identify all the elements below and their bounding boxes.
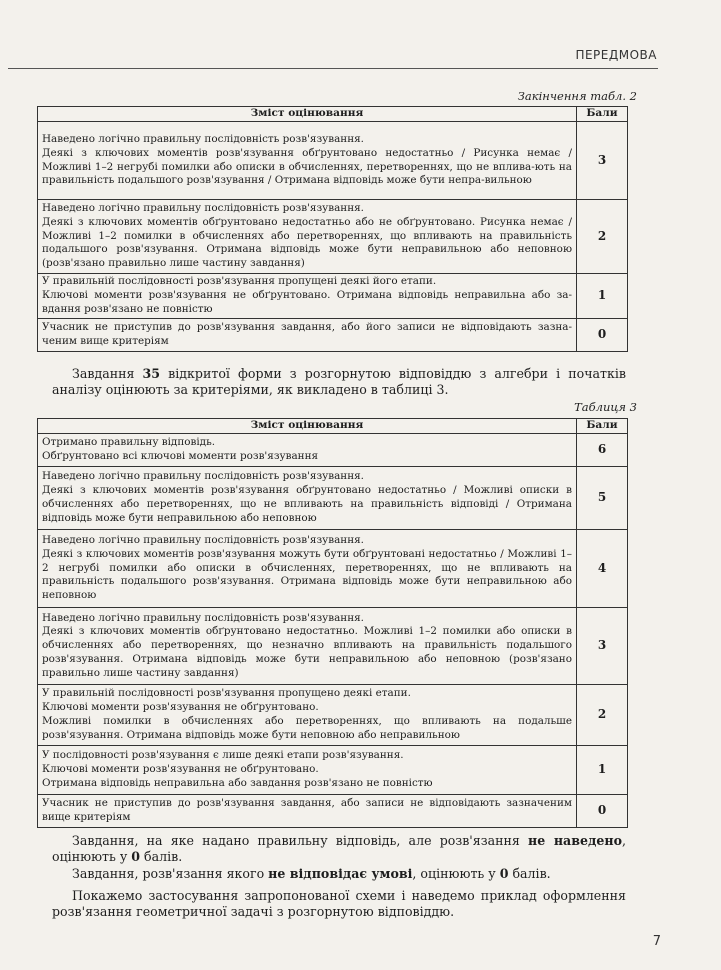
note1-text-a: Завдання, на яке надано правильну відповідь, але розв'язання — [72, 833, 529, 848]
note1-emphasis: не наведено — [528, 833, 622, 848]
criterion-text: Учасник не приступив до розв'язування завдання, або його записи не відповідають зазна-ченим вище критеріям — [38, 319, 577, 352]
criterion-text: У правильній послідовності розв'язування пропущені деякі його етапи. Ключові моменти розв'язування не обґрунтовано. Отримана відповідь неправильна або за-вдання розв'язано не повністю — [38, 274, 577, 319]
note2-emphasis: не відповідає умові — [268, 866, 413, 881]
table-row — [38, 795, 628, 828]
table-row — [38, 746, 628, 795]
criterion-text: У правильній послідовності розв'язування пропущено деякі етапи. Ключові моменти розв'язування не обґрунтовано. Можливі помилки в обчисленнях або перетвореннях, що впливають на подальше розв'язування. Отримана відповідь може бути неповною або неправильною — [38, 685, 577, 746]
criterion-text: Наведено логічно правильну послідовність розв'язування. Деякі з ключових моментів розв'язування обґрунтовано недостатньо / Рисунка немає / Можливі 1–2 негрубі помилки або описки в обчисленнях, перетвореннях, що не вплива-ють на правильність подальшого розв'язування / Отримана відповідь може бути непра-вильною — [38, 122, 577, 200]
criterion-text: Учасник не приступив до розв'язування завдання, або записи не відповідають зазначеним вище критеріям — [38, 795, 577, 828]
note-paragraph-3: Покажемо застосування запропонованої схеми і наведемо приклад оформлення розв'язання геометричної задачі з розгорнутою відповіддю. — [52, 888, 626, 919]
criterion-score: 2 — [577, 685, 628, 746]
note1-zero: 0 — [131, 849, 141, 864]
table-row — [38, 608, 628, 685]
criterion-text: Отримано правильну відповідь. Обґрунтовано всі ключові моменти розв'язування — [38, 434, 577, 467]
criterion-text: Наведено логічно правильну послідовність розв'язування. Деякі з ключових моментів обґрунтовано недостатньо або не обґрунтовано. Рисунка немає / Можливі 1–2 помилки в обчисленнях або перетвореннях, що впливають на правильність подальшого розв'язування. Отримана відповідь може бути неправильною або неповною (розв'язано правильно лише частину завдання) — [38, 200, 577, 274]
note2-text-c: , оцінюють у — [412, 866, 500, 881]
table-row — [38, 122, 628, 200]
intro-paragraph — [52, 366, 626, 398]
table-row — [38, 530, 628, 608]
table-row — [38, 200, 628, 274]
table3 — [37, 418, 628, 828]
table2-header-content: Зміст оцінювання — [38, 107, 577, 122]
page-number: 7 — [652, 934, 661, 949]
criterion-score: 5 — [577, 467, 628, 530]
table2-caption: Закінчення табл. 2 — [517, 89, 637, 103]
running-header: ПЕРЕДМОВА — [575, 48, 657, 62]
intro-text-rest: відкритої форми з розгорнутою відповіддю з алгебри і початків аналізу оцінюють за критеріями, як викладено в таблиці 3. — [52, 366, 626, 397]
note-paragraph-2 — [52, 866, 626, 882]
criterion-score: 0 — [577, 319, 628, 352]
table-row — [38, 434, 628, 467]
criterion-score: 3 — [577, 608, 628, 685]
criterion-score: 0 — [577, 795, 628, 828]
criterion-text: Наведено логічно правильну послідовність розв'язування. Деякі з ключових моментів розв'язування обґрунтовано недостатньо / Можливі описки в обчисленнях або перетвореннях, що не впливають на правильність відповіді / Отримана відповідь може бути неправильною або неповною — [38, 467, 577, 530]
task-number: 35 — [142, 366, 161, 381]
table-row — [38, 319, 628, 352]
note1-text-e: балів. — [140, 849, 183, 864]
table-row — [38, 467, 628, 530]
header-rule — [8, 68, 658, 69]
criterion-score: 6 — [577, 434, 628, 467]
note2-text-a: Завдання, розв'язання якого — [72, 866, 269, 881]
note1-text-c: , оцінюють у — [52, 833, 626, 864]
table2 — [37, 106, 628, 352]
table-row — [38, 685, 628, 746]
criterion-score: 2 — [577, 200, 628, 274]
table3-header-content: Зміст оцінювання — [38, 419, 577, 434]
table3-caption: Таблиця 3 — [574, 400, 637, 414]
criterion-text: У послідовності розв'язування є лише деякі етапи розв'язування. Ключові моменти розв'язування не обґрунтовано. Отримана відповідь неправильна або завдання розв'язано не повністю — [38, 746, 577, 795]
table-row — [38, 274, 628, 319]
criterion-text: Наведено логічно правильну послідовність розв'язування. Деякі з ключових моментів розв'язування можуть бути обґрунтовані недостатньо / Можливі 1–2 негрубі помилки або описки в обчисленнях, перетвореннях, що не впливають на правильність подальшого розв'язування. Отримана відповідь може бути неправильною або неповною — [38, 530, 577, 608]
note-paragraph-1 — [52, 833, 626, 865]
criterion-text: Наведено логічно правильну послідовність розв'язування. Деякі з ключових моментів обґрунтовано недостатньо. Можливі 1–2 помилки або описки в обчисленнях або перетвореннях, що незначно впливають на правильність подальшого розв'язування. Отримана відповідь може бути неправильною або неповною (розв'язано правильно лише частину завдання) — [38, 608, 577, 685]
table3-header-score: Бали — [577, 419, 628, 434]
note2-zero: 0 — [499, 866, 509, 881]
intro-text: Завдання — [72, 366, 143, 381]
criterion-score: 3 — [577, 122, 628, 200]
criterion-score: 4 — [577, 530, 628, 608]
criterion-score: 1 — [577, 274, 628, 319]
criterion-score: 1 — [577, 746, 628, 795]
note2-text-e: балів. — [508, 866, 551, 881]
table2-header-score: Бали — [577, 107, 628, 122]
